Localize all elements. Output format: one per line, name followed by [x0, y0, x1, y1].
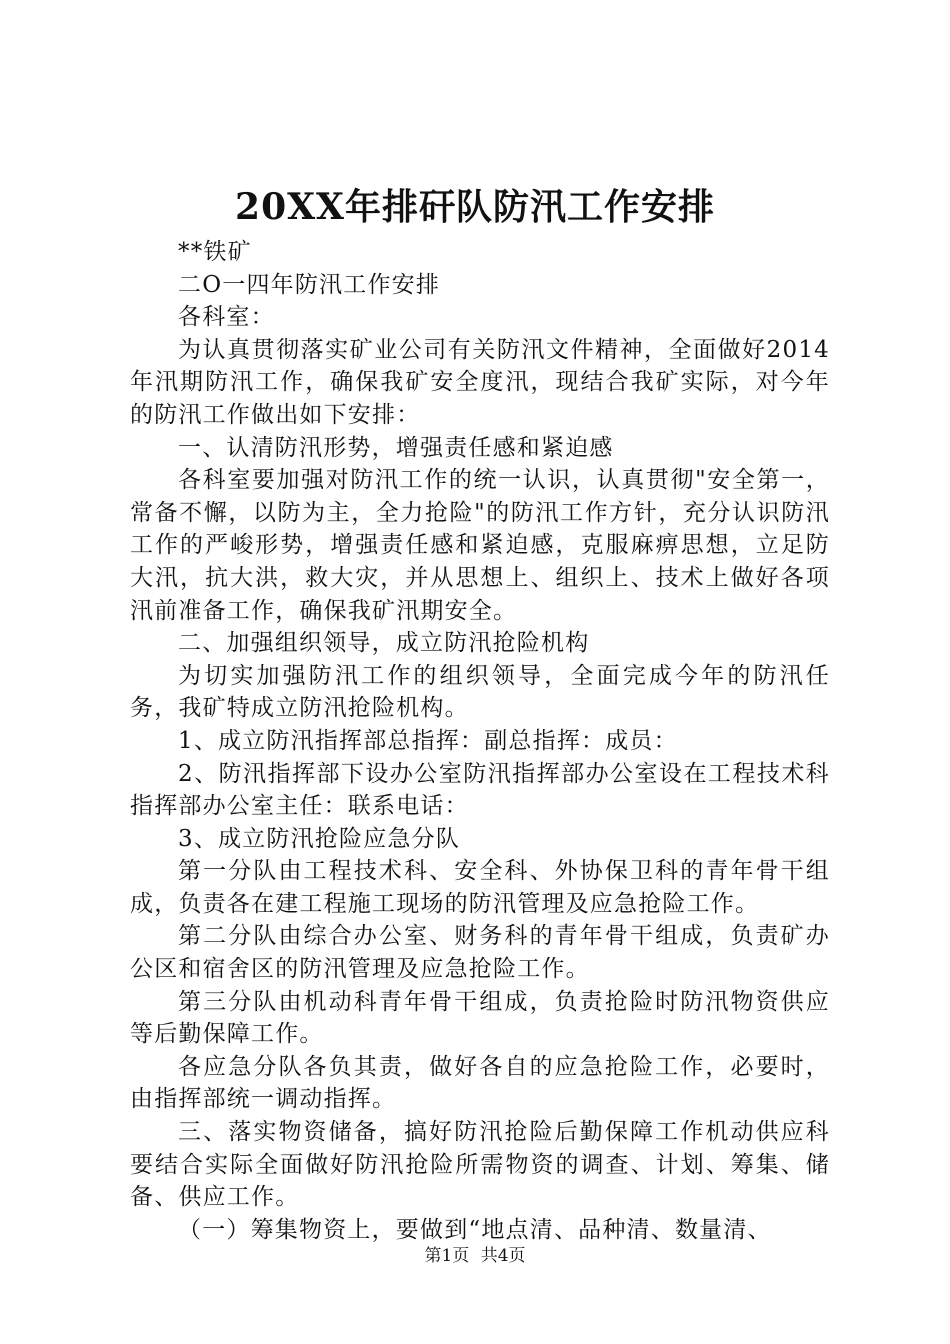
section-heading-1: 一、认清防汛形势，增强责任感和紧迫感 — [178, 434, 614, 461]
paragraph-team-2: 第二分队由综合办公室、财务科的青年骨干组成，负责矿办公区和宿舍区的防汛管理及应急抢险工作。 — [130, 923, 830, 983]
paragraph-section-2: 为切实加强防汛工作的组织领导，全面完成今年的防汛任务，我矿特成立防汛抢险机构。 — [130, 662, 830, 722]
document-body — [130, 236, 830, 1246]
paragraph-org: **铁矿 — [178, 239, 252, 265]
page-footer — [0, 1244, 950, 1268]
page-number: 第1页 — [424, 1246, 470, 1266]
paragraph-section-1: 各科室要加强对防汛工作的统一认识，认真贯彻"安全第一，常备不懈，以防为主，全力抢险"的防汛工作方针，充分认识防汛工作的严峻形势，增强责任感和紧迫感，克服麻痹思想，立足防大汛，抗大洪，救大灾，并从思想上、组织上、技术上做好各项汛前准备工作，确保我矿汛期安全。 — [130, 467, 830, 624]
paragraph-team-3: 第三分队由机动科青年骨干组成，负责抢险时防汛物资供应等后勤保障工作。 — [130, 988, 830, 1048]
paragraph-subtitle: 二O一四年防汛工作安排 — [178, 271, 441, 298]
paragraph-salutation: 各科室： — [178, 304, 275, 331]
section-heading-2: 二、加强组织领导，成立防汛抢险机构 — [178, 630, 590, 657]
list-item-1: 1、成立防汛指挥部总指挥：副总指挥：成员： — [178, 727, 678, 754]
paragraph-team-1: 第一分队由工程技术科、安全科、外协保卫科的青年骨干组成，负责各在建工程施工现场的防汛管理及应急抢险工作。 — [130, 858, 830, 917]
section-heading-3: 三、落实物资储备，搞好防汛抢险后勤保障工作机动供应科要结合实际全面做好防汛抢险所需物资的调查、计划、筹集、储备、供应工作。 — [130, 1119, 830, 1211]
document-title: 20XX年排矸队防汛工作安排 — [235, 186, 715, 228]
paragraph-team-summary: 各应急分队各负其责，做好各自的应急抢险工作，必要时，由指挥部统一调动指挥。 — [130, 1053, 830, 1113]
list-item-3: 3、成立防汛抢险应急分队 — [178, 825, 461, 852]
page-total: 共4页 — [480, 1246, 526, 1266]
list-item-2: 2、防汛指挥部下设办公室防汛指挥部办公室设在工程技术科指挥部办公室主任：联系电话： — [130, 760, 830, 820]
paragraph-intro: 为认真贯彻落实矿业公司有关防汛文件精神，全面做好2014年汛期防汛工作，确保我矿安全度汛，现结合我矿实际，对今年的防汛工作做出如下安排： — [130, 336, 830, 428]
paragraph-subsection-1: （一）筹集物资上，要做到“地点清、品种清、数量清、 — [178, 1216, 772, 1243]
